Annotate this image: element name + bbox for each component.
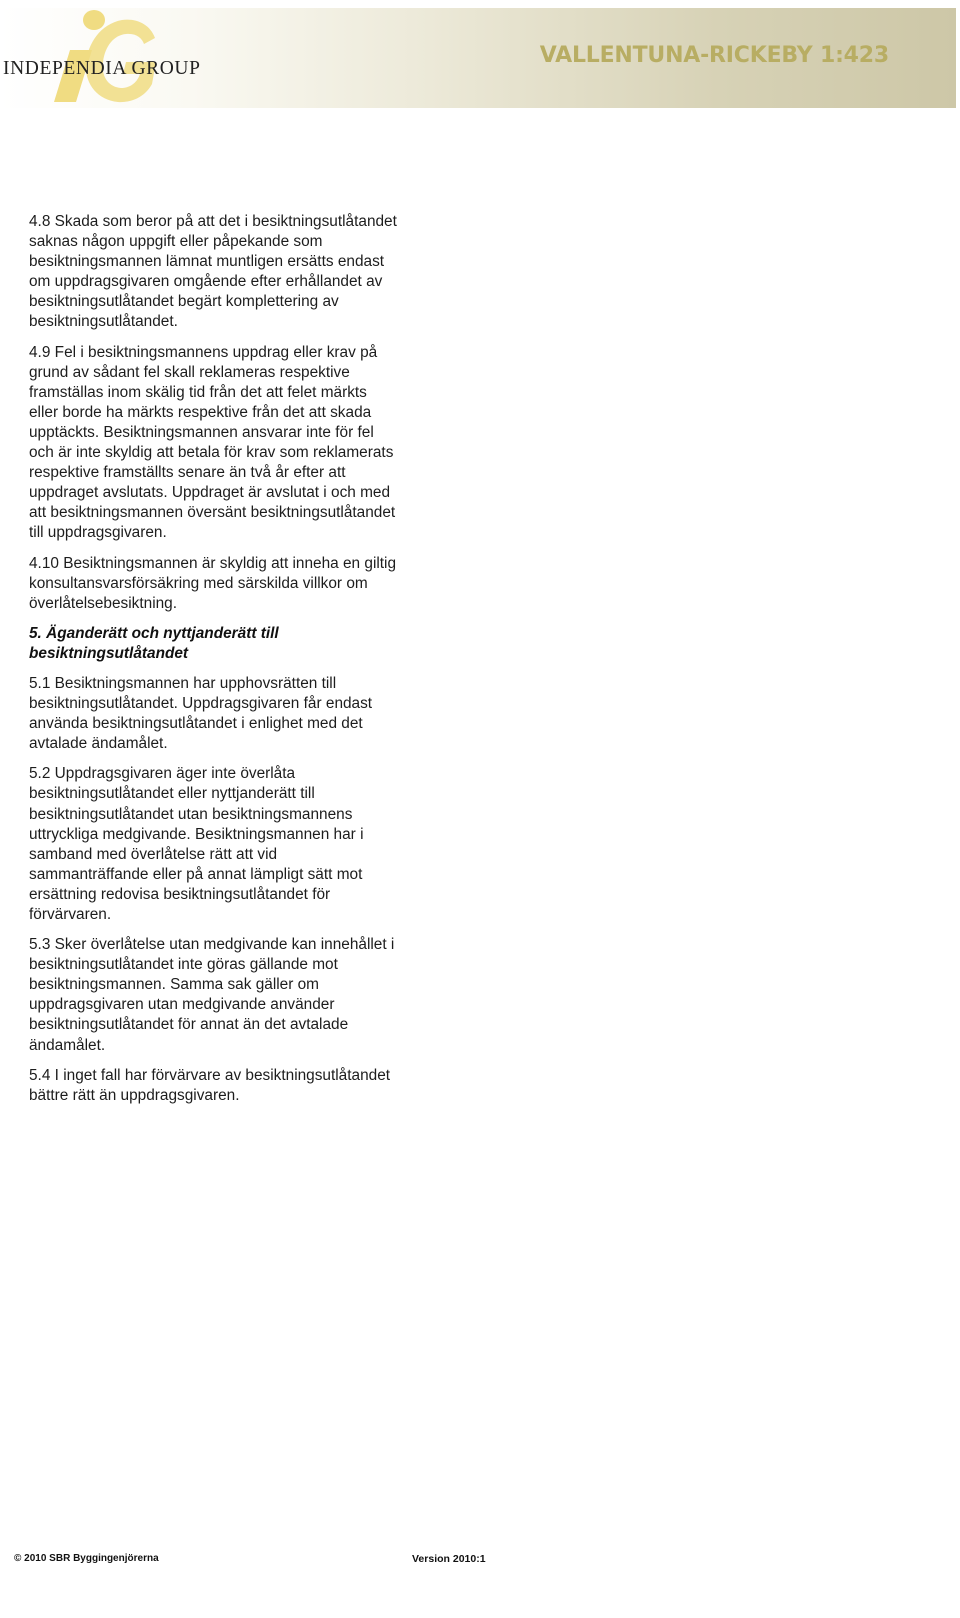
paragraph-4-8: 4.8 Skada som beror på att det i besiktningsutlåtandet saknas någon uppgift eller påpekande som besiktningsmannen lämnat muntligen ersätts endast om uppdragsgivaren omgående efter erhållandet av besiktningsutlåtandet begärt komplettering av besiktningsutlåtandet. (29, 213, 397, 331)
footer-copyright: © 2010 SBR Byggingenjörerna (14, 1553, 159, 1564)
paragraph-5-4: 5.4 I inget fall har förvärvare av besiktningsutlåtandet bättre rätt än uppdragsgivaren. (29, 1066, 391, 1104)
ig-logo-mark (0, 0, 210, 108)
document-body (29, 212, 399, 1116)
page-header (0, 0, 960, 108)
footer-version: Version 2010:1 (412, 1553, 486, 1565)
paragraph-5-1: 5.1 Besiktningsmannen har upphovsrätten till besiktningsutlåtandet. Uppdragsgivaren får endast använda besiktningsutlåtandet i enlighet med det avtalade ändamålet. (29, 674, 373, 753)
paragraph-4-9: 4.9 Fel i besiktningsmannens uppdrag eller krav på grund av sådant fel skall reklameras respektive framställas inom skälig tid från det att felet märkts eller borde ha märkts respektive från det att skada upptäckts. Besiktningsmannen ansvarar inte för fel och är inte skyldig att betala för krav som reklamerats respektive framställts senare än två år efter att uppdraget avslutats. Uppdraget är avslutat i och med att besiktningsmannen översänt besiktningsutlåtandet till uppdragsgivaren. (29, 343, 396, 542)
company-logo (0, 0, 210, 108)
paragraph-5-3: 5.3 Sker överlåtelse utan medgivande kan innehållet i besiktningsutlåtandet inte göras gällande mot besiktningsmannen. Samma sak gäller om uppdragsgivaren utan medgivande använder besiktningsutlåtandet för annat än det avtalade ändamålet. (29, 936, 395, 1054)
paragraph-4-10: 4.10 Besiktningsmannen är skyldig att inneha en giltig konsultansvarsförsäkring med särskilda villkor om överlåtelsebesiktning. (29, 554, 397, 612)
company-name: INDEPENDIA GROUP (3, 58, 201, 79)
document-title: VALLENTUNA-RICKEBY 1:423 (539, 43, 889, 68)
section-heading-5: 5. Äganderätt och nyttjanderätt till besiktningsutlåtandet (29, 624, 279, 662)
paragraph-5-2: 5.2 Uppdragsgivaren äger inte överlåta besiktningsutlåtandet eller nyttjanderätt till besiktningsutlåtandet utan besiktningsmannens uttryckliga medgivande. Besiktningsmannen har i samband med överlåtelse rätt att vid sammanträffande eller på annat lämpligt sätt mot ersättning redovisa besiktningsutlåtandet för förvärvaren. (29, 765, 364, 923)
